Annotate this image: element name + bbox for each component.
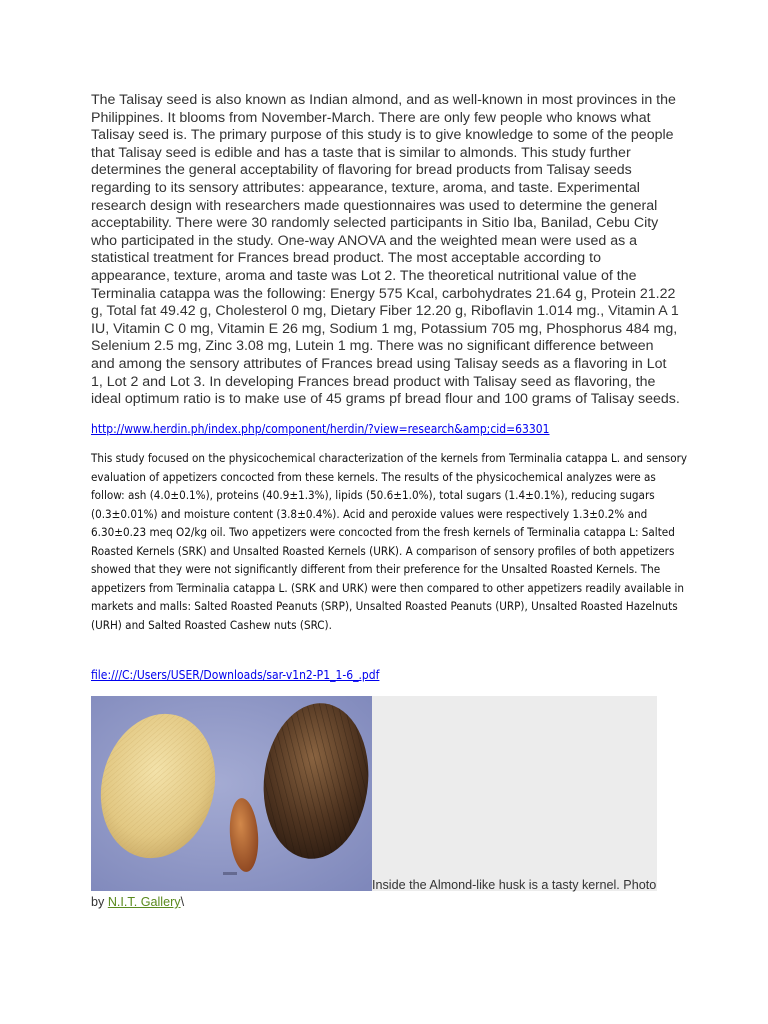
figure-panel	[91, 696, 657, 891]
figure-caption: Inside the Almond-like husk is a tasty kernel. Photo	[372, 878, 657, 892]
talisay-seed-photo	[91, 696, 372, 891]
herdin-research-link[interactable]: http://www.herdin.ph/index.php/component/herdin/?view=research&amp;cid=63301	[91, 422, 550, 436]
photo-credit-link[interactable]: N.I.T. Gallery	[107, 895, 181, 909]
byline-prefix: by	[91, 895, 108, 909]
local-pdf-link[interactable]: file:///C:/Users/USER/Downloads/sar-v1n2-P1_1-6_.pdf	[91, 668, 380, 682]
byline-suffix: \	[180, 895, 185, 909]
terminalia-abstract-paragraph: This study focused on the physicochemical characterization of the kernels from Terminalia catappa L. and sensory evaluation of appetizers concocted from these kernels. The results of the physicochemical analyzes were as follow: ash (4.0±0.1%), proteins (40.9±1.3%), lipids (50.6±1.0%), total sugars (1.4±0.1%), reducing sugars (0.3±0.01%) and moisture content (3.8±0.4%). Acid and peroxide values were respectively 1.3±0.2% and 6.30±0.23 meq O2/kg oil. Two appetizers were concocted from the fresh kernels of Terminalia catappa L: Salted Roasted Kernels (SRK) and Unsalted Roasted Kernels (URK). A comparison of sensory profiles of both appetizers showed that they were not significantly different from their preference for the Unsalted Roasted Kernels. The appetizers from Terminalia catappa L. (SRK and URK) were then compared to other appetizers readily available in markets and malls: Salted Roasted Peanuts (SRP), Unsalted Roasted Peanuts (URP), Unsalted Roasted Hazelnuts (URH) and Salted Roasted Cashew nuts (SRC).	[91, 451, 688, 632]
talisay-abstract-paragraph: The Talisay seed is also known as Indian almond, and as well-known in most provinces in the Philippines. It blooms from November-March. There are only few people who knows what Talisay seed is. The primary purpose of this study is to give knowledge to some of the people that Talisay seed is edible and has a taste that is similar to almonds. This study further determines the general acceptability of flavoring for bread products from Talisay seeds regarding to its sensory attributes: appearance, texture, aroma, and taste. Experimental research design with researchers made questionnaires was used to determine the general acceptability. There were 30 randomly selected participants in Sitio Iba, Banilad, Cebu City who participated in the study. One-way ANOVA and the weighted mean were used as a statistical treatment for Frances bread product. The most acceptable according to appearance, texture, aroma and taste was Lot 2. The theoretical nutritional value of the Terminalia catappa was the following: Energy 575 Kcal, carbohydrates 21.64 g, Protein 21.22 g, Total fat 49.42 g, Cholesterol 0 mg, Dietary Fiber 12.20 g, Riboflavin 1.014 mg., Vitamin A 1 IU, Vitamin C 0 mg, Vitamin E 26 mg, Sodium 1 mg, Potassium 705 mg, Phosphorus 484 mg, Selenium 2.5 mg, Zinc 3.08 mg, Lutein 1 mg. There was no significant difference between and among the sensory attributes of Frances bread using Talisay seeds as a flavoring in Lot 1, Lot 2 and Lot 3. In developing Frances bread product with Talisay seed as flavoring, the ideal optimum ratio is to make use of 45 grams pf bread flour and 100 grams of Talisay seeds.	[91, 92, 680, 408]
figure-byline	[91, 894, 184, 910]
